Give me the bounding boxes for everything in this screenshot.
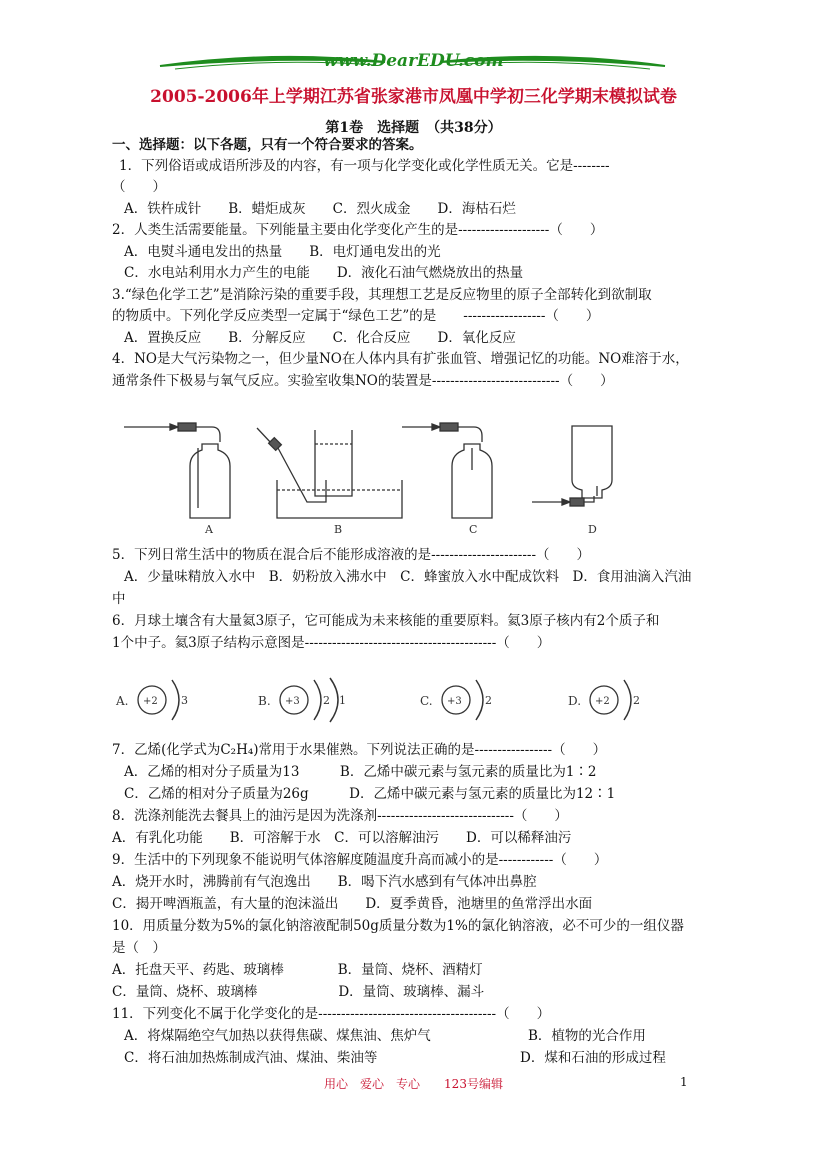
question-1: 1．下列俗语或成语所涉及的内容，有一项与化学变化或化学性质无关。它是-------- <box>119 158 610 174</box>
exam-title: 2005-2006年上学期江苏省张家港市凤凰中学初三化学期末模拟试卷 <box>150 87 677 107</box>
atom-option-a <box>115 680 188 720</box>
svg-text:D.: D. <box>568 694 582 708</box>
question-11-option-b: B．植物的光合作用 <box>528 1028 646 1044</box>
question-9-options-cd: C．揭开啤酒瓶盖，有大量的泡沫溢出 D．夏季黄昏，池塘里的鱼常浮出水面 <box>112 896 593 912</box>
question-10: 10．用质量分数为5%的氯化钠溶液配制50g质量分数为1%的氯化钠溶液，必不可少的一组仪器 <box>112 918 684 934</box>
question-5-cont: 中 <box>112 591 126 607</box>
site-url: www.DearEDU.com <box>323 51 504 71</box>
apparatus-b <box>257 428 402 518</box>
question-5: 5．下列日常生活中的物质在混合后不能形成溶液的是-----------------------（ ） <box>112 547 591 563</box>
question-2-options-ab: A．电熨斗通电发出的热量 B．电灯通电发出的光 <box>124 244 441 260</box>
question-11-option-a: A．将煤隔绝空气加热以获得焦碳、煤焦油、焦炉气 <box>124 1028 431 1044</box>
svg-text:+2: +2 <box>595 696 610 707</box>
atom-option-b <box>258 678 346 722</box>
question-3: 3.“绿色化学工艺”是消除污染的重要手段，其理想工艺是反应物里的原子全部转化到欲制取 <box>112 287 652 303</box>
svg-text:C.: C. <box>420 694 433 708</box>
question-9: 9．生活中的下列现象不能说明气体溶解度随温度升高而减小的是------------（ ） <box>112 852 608 868</box>
question-7-options-ab: A．乙烯的相对分子质量为13 B．乙烯中碳元素与氢元素的质量比为1∶2 <box>124 764 597 780</box>
svg-text:+3: +3 <box>447 696 462 707</box>
apparatus-label-c: C <box>469 523 478 535</box>
atomic-structure-figure <box>112 672 652 728</box>
question-8: 8．洗涤剂能洗去餐具上的油污是因为洗涤剂------------------------------（ ） <box>112 808 568 824</box>
page-number: 1 <box>680 1075 688 1089</box>
svg-text:3: 3 <box>181 694 188 707</box>
question-4: 4．NO是大气污染物之一，但少量NO在人体内具有扩张血管、增强记忆的功能。NO难溶于水， <box>112 351 689 367</box>
question-11-option-c: C．将石油加热炼制成汽油、煤油、柴油等 <box>124 1050 378 1066</box>
question-10-options-cd: C．量筒、烧杯、玻璃棒 D．量筒、玻璃棒、漏斗 <box>112 984 485 1000</box>
question-3-options: A．置换反应 B．分解反应 C．化合反应 D．氧化反应 <box>124 330 516 346</box>
apparatus-label-b: B <box>334 523 343 535</box>
svg-text:2: 2 <box>633 694 640 707</box>
page-footer: 用心 爱心 专心 123号编辑 <box>324 1077 503 1091</box>
question-6: 6．月球土壤含有大量氦3原子，它可能成为未来核能的重要原料。氦3原子核内有2个质子和 <box>112 613 660 629</box>
question-7: 7．乙烯(化学式为C₂H₄)常用于水果催熟。下列说法正确的是-----------------（ ） <box>112 742 607 758</box>
apparatus-label-d: D <box>588 523 597 535</box>
atom-option-c <box>420 680 492 720</box>
svg-text:2: 2 <box>485 694 492 707</box>
question-2: 2．人类生活需要能量。下列能量主要由化学变化产生的是--------------------（ ） <box>112 222 604 238</box>
question-5-options: A．少量味精放入水中 B．奶粉放入沸水中 C．蜂蜜放入水中配成饮料 D．食用油滴入汽油 <box>124 569 692 585</box>
svg-text:+2: +2 <box>143 696 158 707</box>
svg-text:2: 2 <box>323 694 330 707</box>
apparatus-c <box>402 423 492 518</box>
question-10-cont: 是（ ） <box>112 940 166 956</box>
svg-text:+3: +3 <box>285 696 300 707</box>
question-11-option-d: D．煤和石油的形成过程 <box>520 1050 666 1066</box>
gas-collection-apparatus-figure <box>112 410 632 535</box>
svg-text:1: 1 <box>339 694 346 707</box>
apparatus-label-a: A <box>205 523 213 535</box>
question-3-cont: 的物质中。下列化学反应类型一定属于“绿色工艺”的是 ------------------（ ） <box>112 308 600 324</box>
question-2-options-cd: C．水电站利用水力产生的电能 D．液化石油气燃烧放出的热量 <box>124 265 524 281</box>
apparatus-a <box>124 423 230 518</box>
question-1-bracket: （ ） <box>112 179 166 195</box>
question-9-options-ab: A．烧开水时，沸腾前有气泡逸出 B．喝下汽水感到有气体冲出鼻腔 <box>112 874 537 890</box>
instruction: 一、选择题：以下各题，只有一个符合要求的答案。 <box>112 137 423 153</box>
svg-text:A.: A. <box>116 694 129 708</box>
question-8-options: A．有乳化功能 B．可溶解于水 C．可以溶解油污 D．可以稀释油污 <box>112 830 572 846</box>
question-6-cont: 1个中子。氦3原子结构示意图是------------------------------------------（ ） <box>112 635 551 651</box>
atom-option-d <box>568 680 640 720</box>
svg-text:B.: B. <box>258 694 271 708</box>
question-7-options-cd: C．乙烯的相对分子质量为26g D．乙烯中碳元素与氢元素的质量比为12∶1 <box>124 786 616 802</box>
apparatus-d <box>532 426 612 506</box>
question-4-cont: 通常条件下极易与氧气反应。实验室收集NO的装置是----------------------------（ ） <box>112 373 614 389</box>
question-11: 11．下列变化不属于化学变化的是---------------------------------------（ ） <box>112 1006 551 1022</box>
question-10-options-ab: A．托盘天平、药匙、玻璃棒 B．量筒、烧杯、酒精灯 <box>112 962 483 978</box>
section-heading: 第1卷 选择题 （共38分） <box>325 120 502 136</box>
question-1-options: A．铁杵成针 B．蜡炬成灰 C．烈火成金 D．海枯石烂 <box>124 201 516 217</box>
